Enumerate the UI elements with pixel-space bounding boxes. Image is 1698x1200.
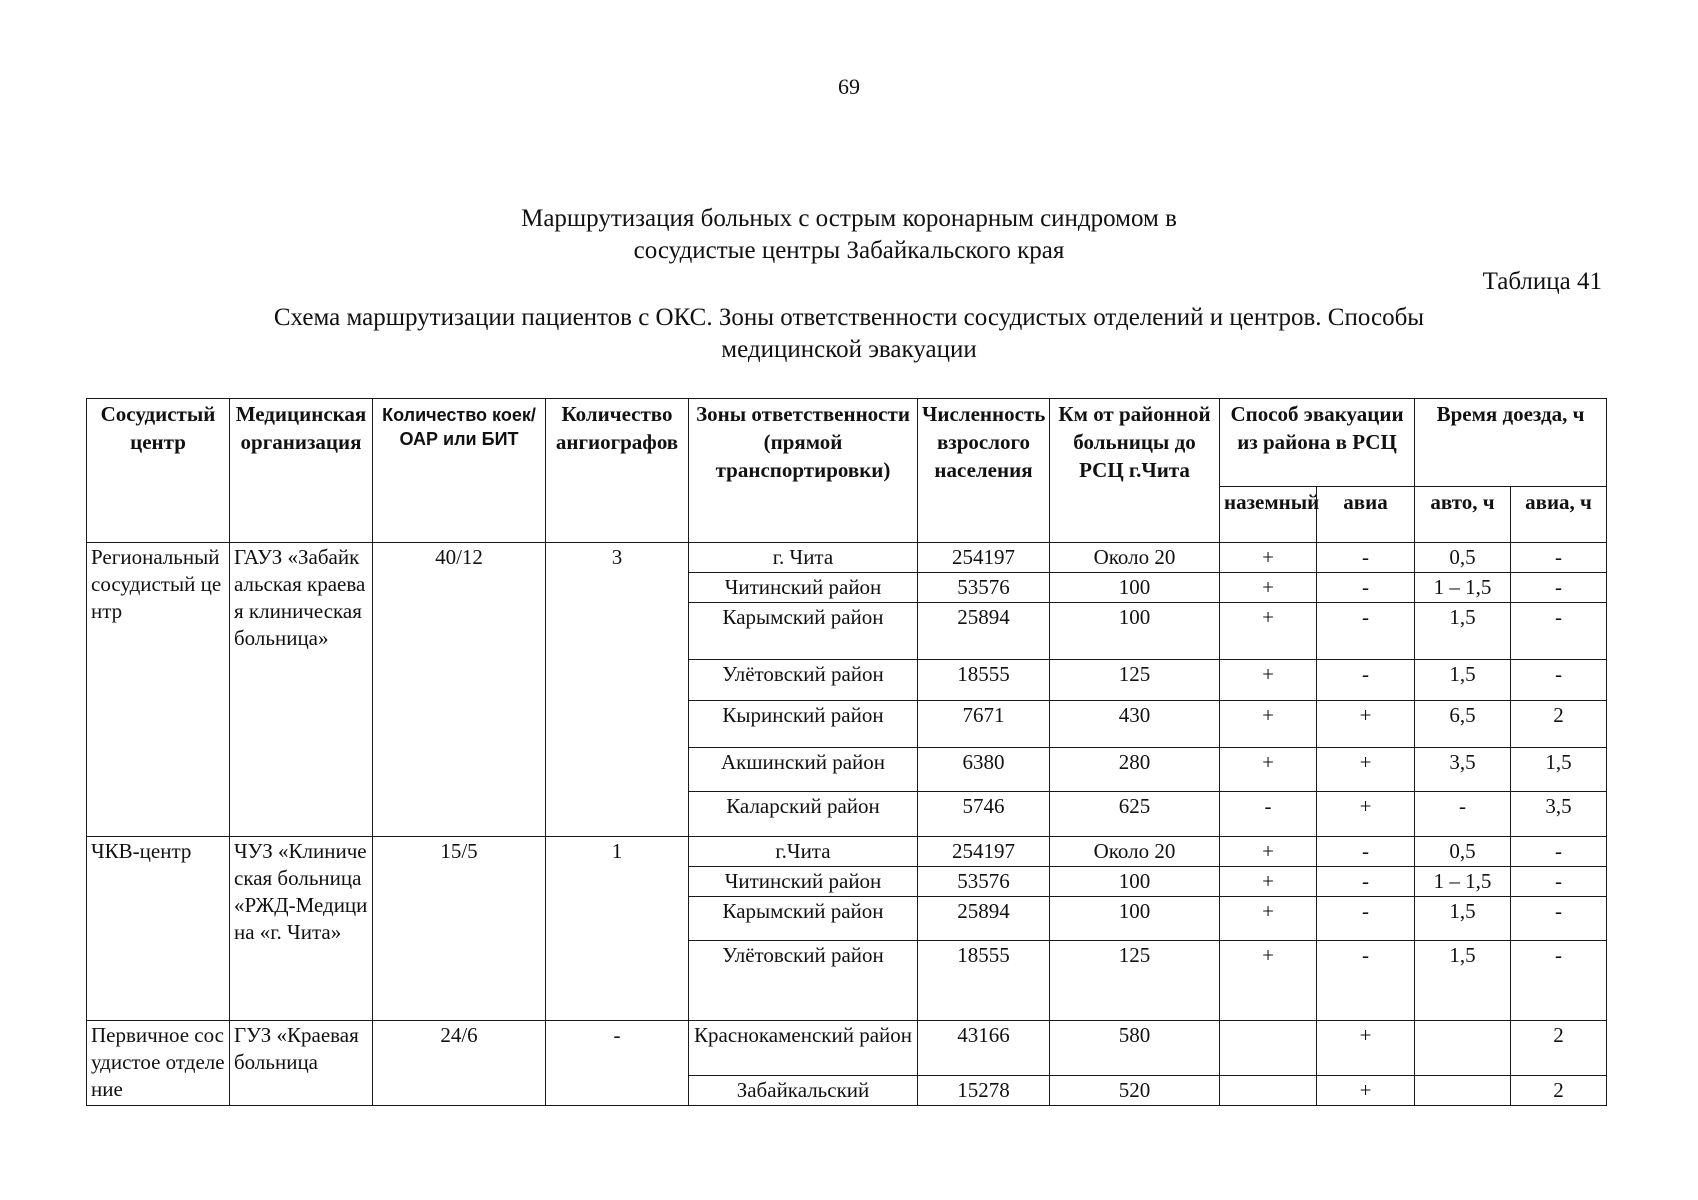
km-cell: 100 [1050,603,1220,660]
organization-cell: ЧУЗ «Клиническая больница «РЖД-Медицина «г. Чита» [230,837,373,1021]
population-cell: 254197 [918,837,1050,867]
table-body [87,543,1607,1106]
population-cell: 53576 [918,573,1050,603]
header-zones: Зоны ответственности (прямой транспортировки) [689,399,918,543]
evac-ground-cell: - [1220,792,1317,837]
document-title-line-1: Маршрутизация больных с острым коронарным синдромом в [521,205,1177,232]
time-auto-cell: 1 – 1,5 [1415,573,1511,603]
zone-cell: Читинский район [689,573,918,603]
km-cell: 280 [1050,748,1220,792]
evac-air-cell: + [1317,792,1415,837]
evac-air-cell: + [1317,1076,1415,1106]
organization-cell: ГАУЗ «Забайкальская краевая клиническая больница» [230,543,373,837]
evac-ground-cell: + [1220,660,1317,701]
evac-ground-cell [1220,1076,1317,1106]
evac-air-cell: + [1317,701,1415,748]
time-auto-cell: 1 – 1,5 [1415,867,1511,897]
time-air-cell: 2 [1511,701,1607,748]
header-angiographs: Количество ангиографов [546,399,689,543]
km-cell: 125 [1050,941,1220,1021]
header-evac-method: Способ эвакуации из района в РСЦ [1220,399,1415,487]
header-km: Км от районной больницы до РСЦ г.Чита [1050,399,1220,543]
header-time-air: авиа, ч [1511,487,1607,543]
time-auto-cell: 3,5 [1415,748,1511,792]
evac-ground-cell: + [1220,543,1317,573]
header-evac-air: авиа [1317,487,1415,543]
evac-ground-cell: + [1220,748,1317,792]
km-cell: 625 [1050,792,1220,837]
evac-air-cell: - [1317,941,1415,1021]
zone-cell: Улётовский район [689,660,918,701]
time-auto-cell: 1,5 [1415,603,1511,660]
beds-cell: 24/6 [373,1021,546,1106]
angiographs-cell: 3 [546,543,689,837]
km-cell: 430 [1050,701,1220,748]
km-cell: 125 [1050,660,1220,701]
population-cell: 53576 [918,867,1050,897]
table-caption-line-2: медицинской эвакуации [721,336,977,363]
zone-cell: Карымский район [689,897,918,941]
km-cell: 580 [1050,1021,1220,1076]
evac-ground-cell: + [1220,603,1317,660]
time-auto-cell: 6,5 [1415,701,1511,748]
km-cell: 100 [1050,573,1220,603]
evac-ground-cell: + [1220,573,1317,603]
population-cell: 5746 [918,792,1050,837]
evac-air-cell: - [1317,837,1415,867]
time-auto-cell: 0,5 [1415,837,1511,867]
evac-air-cell: + [1317,1021,1415,1076]
time-air-cell: - [1511,867,1607,897]
time-air-cell: 2 [1511,1021,1607,1076]
evac-air-cell: - [1317,867,1415,897]
header-evac-ground: наземный [1220,487,1317,543]
table-header [87,399,1607,543]
beds-cell: 15/5 [373,837,546,1021]
time-auto-cell [1415,1021,1511,1076]
time-air-cell: - [1511,543,1607,573]
evac-ground-cell: + [1220,701,1317,748]
time-air-cell: 2 [1511,1076,1607,1106]
evac-air-cell: - [1317,543,1415,573]
header-beds: Количество коек/ОАР или БИТ [373,399,546,543]
time-auto-cell [1415,1076,1511,1106]
population-cell: 7671 [918,701,1050,748]
document-title [0,203,1698,267]
table-row [87,1021,1607,1076]
population-cell: 18555 [918,660,1050,701]
center-cell: Первичное сосудистое отделение [87,1021,230,1106]
evac-ground-cell: + [1220,941,1317,1021]
km-cell: Около 20 [1050,837,1220,867]
time-auto-cell: 1,5 [1415,941,1511,1021]
zone-cell: Улётовский район [689,941,918,1021]
header-population: Численность взрослого населения [918,399,1050,543]
evac-air-cell: - [1317,603,1415,660]
evac-ground-cell: + [1220,837,1317,867]
evac-air-cell: - [1317,660,1415,701]
zone-cell: Акшинский район [689,748,918,792]
zone-cell: г. Чита [689,543,918,573]
population-cell: 254197 [918,543,1050,573]
time-air-cell: 1,5 [1511,748,1607,792]
table-row [87,837,1607,867]
zone-cell: Читинский район [689,867,918,897]
zone-cell: Карымский район [689,603,918,660]
center-cell: ЧКВ-центр [87,837,230,1021]
table-caption-line-1: Схема маршрутизации пациентов с ОКС. Зоны ответственности сосудистых отделений и центров. Способы [273,304,1425,331]
header-center: Сосудистый центр [87,399,230,543]
routing-table [86,398,1607,1106]
time-auto-cell: 0,5 [1415,543,1511,573]
evac-air-cell: - [1317,897,1415,941]
beds-cell: 40/12 [373,543,546,837]
time-air-cell: - [1511,941,1607,1021]
evac-ground-cell: + [1220,897,1317,941]
document-title-line-2: сосудистые центры Забайкальского края [633,237,1065,264]
time-air-cell: - [1511,603,1607,660]
header-organization: Медицинская организация [230,399,373,543]
time-air-cell: - [1511,897,1607,941]
organization-cell: ГУЗ «Краевая больница [230,1021,373,1106]
time-air-cell: - [1511,660,1607,701]
angiographs-cell: - [546,1021,689,1106]
table-caption [0,302,1698,366]
header-time-auto: авто, ч [1415,487,1511,543]
angiographs-cell: 1 [546,837,689,1021]
time-auto-cell: - [1415,792,1511,837]
time-air-cell: 3,5 [1511,792,1607,837]
evac-air-cell: + [1317,748,1415,792]
evac-ground-cell: + [1220,867,1317,897]
population-cell: 25894 [918,603,1050,660]
zone-cell: Кыринский район [689,701,918,748]
zone-cell: г.Чита [689,837,918,867]
evac-air-cell: - [1317,573,1415,603]
population-cell: 25894 [918,897,1050,941]
time-auto-cell: 1,5 [1415,897,1511,941]
time-air-cell: - [1511,837,1607,867]
population-cell: 15278 [918,1076,1050,1106]
zone-cell: Краснокаменский район [689,1021,918,1076]
km-cell: 100 [1050,867,1220,897]
zone-cell: Каларский район [689,792,918,837]
km-cell: 100 [1050,897,1220,941]
table-number: Таблица 41 [1482,268,1602,295]
time-air-cell: - [1511,573,1607,603]
page-number: 69 [838,74,860,99]
population-cell: 18555 [918,941,1050,1021]
center-cell: Региональный сосудистый центр [87,543,230,837]
table-row [87,543,1607,573]
header-travel-time: Время доезда, ч [1415,399,1607,487]
km-cell: 520 [1050,1076,1220,1106]
time-auto-cell: 1,5 [1415,660,1511,701]
zone-cell: Забайкальский [689,1076,918,1106]
km-cell: Около 20 [1050,543,1220,573]
population-cell: 6380 [918,748,1050,792]
evac-ground-cell [1220,1021,1317,1076]
population-cell: 43166 [918,1021,1050,1076]
